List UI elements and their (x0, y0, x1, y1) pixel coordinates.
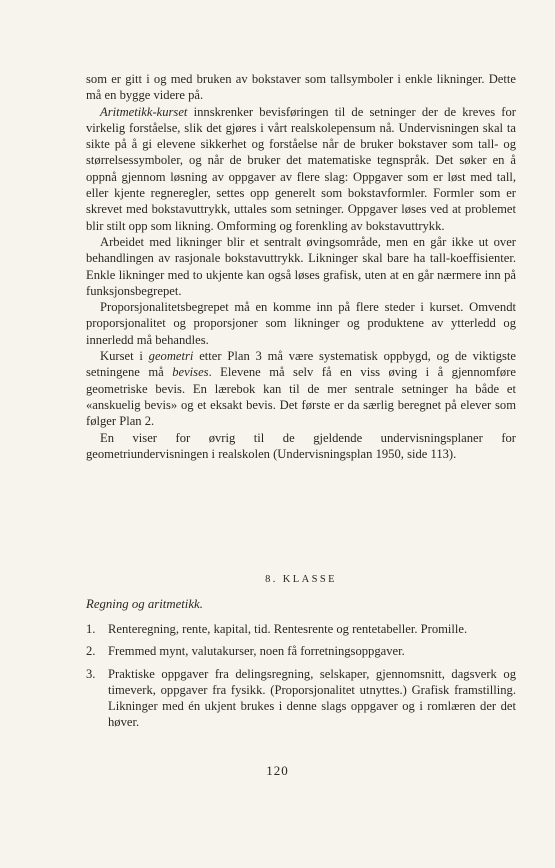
paragraph-text: En viser for øvrig til de gjeldende undervisningsplaner for geometriundervisningen i realskolen (Undervisningsplan 1950, side 113). (86, 430, 516, 461)
list-item (86, 666, 516, 731)
list-item-number: 1. (86, 622, 96, 636)
section-subheading: Regning og aritmetikk. (86, 597, 203, 611)
list-item-number: 2. (86, 644, 96, 659)
list-item-text: Renteregning, rente, kapital, tid. Rentesrente og rentetabeller. Promille. (108, 622, 468, 636)
body-text (86, 71, 516, 462)
italic-text: Aritmetikk-kurset (100, 104, 188, 119)
body-paragraph (86, 71, 516, 104)
body-paragraph (86, 234, 516, 299)
paragraph-text: Proporsjonalitetsbegrepet må en komme inn på flere steder i kurset. Omvendt proporsjonalitet og proporsjoner som likninger og produktene av ytterledd og innerledd må behandles. (86, 300, 516, 347)
list-item-text: Fremmed mynt, valutakurser, noen få forretningsoppgaver. (108, 644, 405, 659)
body-paragraph (86, 104, 516, 234)
page-number: 120 (266, 763, 289, 778)
list-item-number: 3. (86, 666, 96, 681)
paragraph-text: . Elevene må selv få en viss øving i å gjennomføre geometriske bevis. En lærebok kan til de mer sentrale setninger ha både et «anskuelig bevis» og et eksakt bevis. Det første er da særlig beregnet på elever som følger Plan 2. (86, 365, 517, 429)
paragraph-text: Kurset i (100, 349, 149, 364)
body-paragraph (86, 299, 516, 348)
italic-text: bevises (172, 365, 209, 380)
list-item (86, 643, 516, 659)
numbered-list (86, 621, 516, 737)
italic-text: geometri (148, 349, 194, 364)
paragraph-text: som er gitt i og med bruken av bokstaver som tallsymboler i enkle likninger. Dette må en bygge videre på. (86, 72, 516, 103)
body-paragraph (86, 430, 516, 463)
paragraph-text: innskrenker bevisføringen til de setninger der de kreves for virkelig forståelse, slik det gjøres i vårt realskolepensum nå. Undervisningen skal ta sikte på å gi elevene sikkerhet og forståelse når de bruker bokstaver som tall- og størrelsessymboler, og når de bruker det matematiske tegnspråk. Det søker en å oppnå gjennom løsning av oppgaver av flere slag: Oppgaver som er løst med tall, eller kjente regneregler, settes opp generelt som bokstavformler. Formler som er skrevet med bokstavuttrykk, uttales som setninger. Oppgaver løses ved at problemet blir stilt opp som likning. Omforming og forenkling av bokstavuttrykk. (86, 104, 516, 233)
body-paragraph (86, 348, 516, 429)
paragraph-text: Arbeidet med likninger blir et sentralt øvingsområde, men en går ikke ut over behandlingen av rasjonale bokstavuttrykk. Likninger skal bare ha tall-koeffisienter. Enkle likninger med to ukjente kan også løses grafisk, uten at en går nærmere inn på funksjonsbegrepet. (86, 234, 516, 298)
list-item-text: Praktiske oppgaver fra delingsregning, selskaper, gjennomsnitt, dagsverk og timeverk, oppgaver fra fysikk. (Proporsjonalitet utnyttes.) Grafisk framstilling. Likninger med én ukjent brukes i denne slags oppgaver og i romlæren der det høver. (108, 666, 516, 730)
paragraph-text: etter Plan 3 må være systematisk oppbygd, og de viktigste setningene må (86, 349, 516, 380)
list-item (86, 621, 516, 637)
section-heading: 8. KLASSE (265, 574, 337, 585)
